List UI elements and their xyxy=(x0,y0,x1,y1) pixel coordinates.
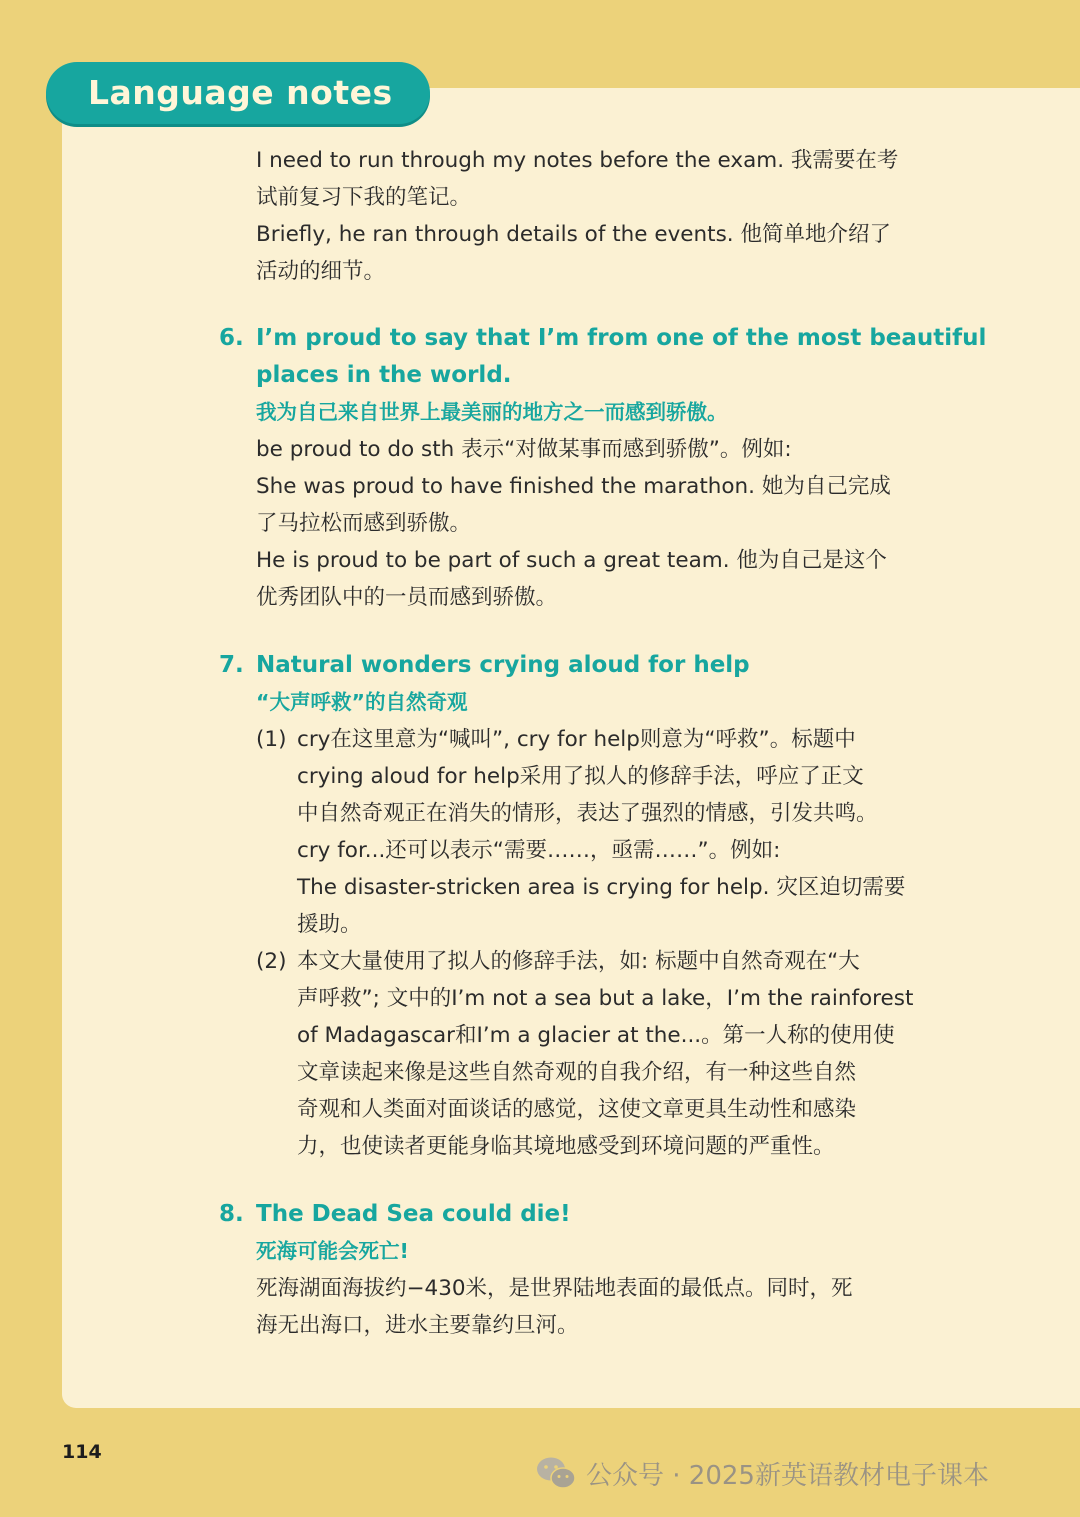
note-body-line: 海无出海口，进水主要靠约旦河。 xyxy=(256,1313,579,1338)
note-body-line: She was proud to have finished the marathon. 她为自己完成 xyxy=(256,474,891,499)
wechat-icon xyxy=(536,1456,576,1490)
item-line: 中自然奇观正在消失的情形，表达了强烈的情感，引发共鸣。 xyxy=(297,801,878,826)
note-body-line: 了马拉松而感到骄傲。 xyxy=(256,511,472,536)
intro-line: 活动的细节。 xyxy=(256,259,386,284)
item-line: of Madagascar和I’m a glacier at the...。第一人称的使用使 xyxy=(297,1023,895,1048)
note-body-line: be proud to do sth 表示“对做某事而感到骄傲”。例如: xyxy=(256,437,792,462)
item-line: 文章读起来像是这些自然奇观的自我介绍，有一种这些自然 xyxy=(297,1060,857,1085)
item-line: 奇观和人类面对面谈话的感觉，这使文章更具生动性和感染 xyxy=(297,1097,857,1122)
note-heading: I’m proud to say that I’m from one of the most beautiful xyxy=(256,325,987,351)
note-body-line: 死海湖面海拔约−430米，是世界陆地表面的最低点。同时，死 xyxy=(256,1276,853,1301)
item-label: (1) xyxy=(256,727,287,752)
intro-line: Briefly, he ran through details of the events. 他简单地介绍了 xyxy=(256,222,891,247)
note-body-line: He is proud to be part of such a great team. 他为自己是这个 xyxy=(256,548,887,573)
page-number: 114 xyxy=(62,1441,102,1463)
note-number: 7. xyxy=(219,652,244,678)
item-line: The disaster-stricken area is crying for help. 灾区迫切需要 xyxy=(297,875,906,900)
item-line: 援助。 xyxy=(297,912,362,937)
note-number: 6. xyxy=(219,325,244,351)
note-body-line: 优秀团队中的一员而感到骄傲。 xyxy=(256,585,558,610)
note-heading: Natural wonders crying aloud for help xyxy=(256,652,750,678)
item-line: crying aloud for help采用了拟人的修辞手法，呼应了正文 xyxy=(297,764,864,789)
item-line: 力，也使读者更能身临其境地感受到环境问题的严重性。 xyxy=(297,1134,835,1159)
watermark-text: 公众号 · 2025新英语教材电子课本 xyxy=(586,1460,989,1491)
item-line: 本文大量使用了拟人的修辞手法，如: 标题中自然奇观在“大 xyxy=(297,949,860,974)
section-title: Language notes xyxy=(88,73,393,112)
intro-line: 试前复习下我的笔记。 xyxy=(256,185,472,210)
watermark xyxy=(536,1452,989,1494)
item-line: cry for...还可以表示“需要……，亟需……”。例如: xyxy=(297,838,781,863)
note-translation: 死海可能会死亡! xyxy=(256,1239,409,1263)
item-line: 声呼救”; 文中的I’m not a sea but a lake，I’m the rainforest xyxy=(297,986,914,1011)
item-label: (2) xyxy=(256,949,287,974)
note-translation: “大声呼救”的自然奇观 xyxy=(256,690,468,714)
note-number: 8. xyxy=(219,1201,244,1227)
note-translation: 我为自己来自世界上最美丽的地方之一而感到骄傲。 xyxy=(256,400,728,424)
item-line: cry在这里意为“喊叫”, cry for help则意为“呼救”。标题中 xyxy=(297,727,856,752)
intro-line: I need to run through my notes before the exam. 我需要在考 xyxy=(256,148,899,173)
note-heading: places in the world. xyxy=(256,362,512,388)
note-heading: The Dead Sea could die! xyxy=(256,1201,571,1227)
